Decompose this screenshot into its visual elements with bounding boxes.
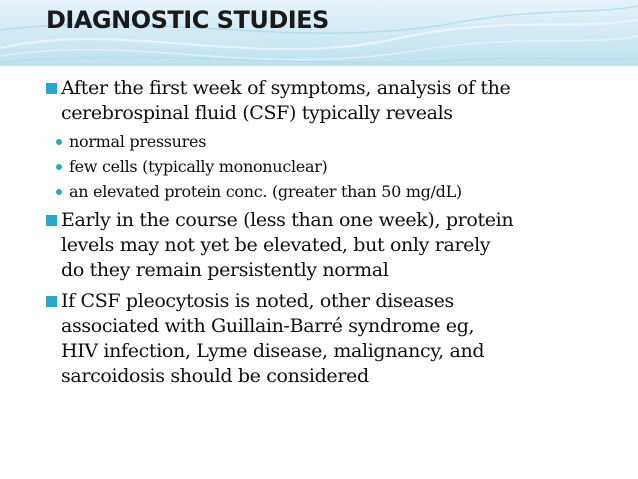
bullet-line: If CSF pleocytosis is noted, other diseases bbox=[61, 290, 454, 312]
bullet-line: associated with Guillain-Barré syndrome eg, bbox=[61, 315, 475, 337]
bullet-line: do they remain persistently normal bbox=[61, 259, 389, 281]
bullet-line: Early in the course (less than one week), protein bbox=[61, 209, 514, 231]
bullet-line: levels may not yet be elevated, but only rarely bbox=[61, 234, 491, 256]
square-bullet-icon bbox=[46, 215, 57, 226]
bullet-line: sarcoidosis should be considered bbox=[61, 365, 369, 387]
bullet-line: cerebrospinal fluid (CSF) typically reveals bbox=[61, 102, 453, 124]
square-bullet-icon bbox=[46, 83, 57, 94]
sub-bullet-text: normal pressures bbox=[69, 132, 207, 151]
bullet-text bbox=[61, 289, 626, 389]
round-bullet-icon bbox=[56, 164, 62, 170]
sub-bullet-item bbox=[56, 129, 626, 154]
sub-bullet-item bbox=[56, 154, 626, 179]
sub-bullet-text: an elevated protein conc. (greater than 50 mg/dL) bbox=[69, 182, 462, 201]
bullet-text bbox=[61, 208, 626, 283]
bullet-early-course bbox=[46, 208, 626, 283]
sub-bullet-text: few cells (typically mononuclear) bbox=[69, 157, 328, 176]
bullet-csf-analysis bbox=[46, 76, 626, 126]
bullet-pleocytosis bbox=[46, 289, 626, 389]
bullet-line: HIV infection, Lyme disease, malignancy, and bbox=[61, 340, 485, 362]
sub-bullet-item bbox=[56, 179, 626, 204]
round-bullet-icon bbox=[56, 189, 62, 195]
square-bullet-icon bbox=[46, 296, 57, 307]
bullet-text bbox=[61, 76, 626, 126]
slide-title: DIAGNOSTIC STUDIES bbox=[46, 6, 329, 34]
round-bullet-icon bbox=[56, 139, 62, 145]
sub-bullet-list bbox=[56, 129, 626, 204]
bullet-line: After the first week of symptoms, analysis of the bbox=[61, 77, 511, 99]
slide-content bbox=[46, 76, 626, 389]
